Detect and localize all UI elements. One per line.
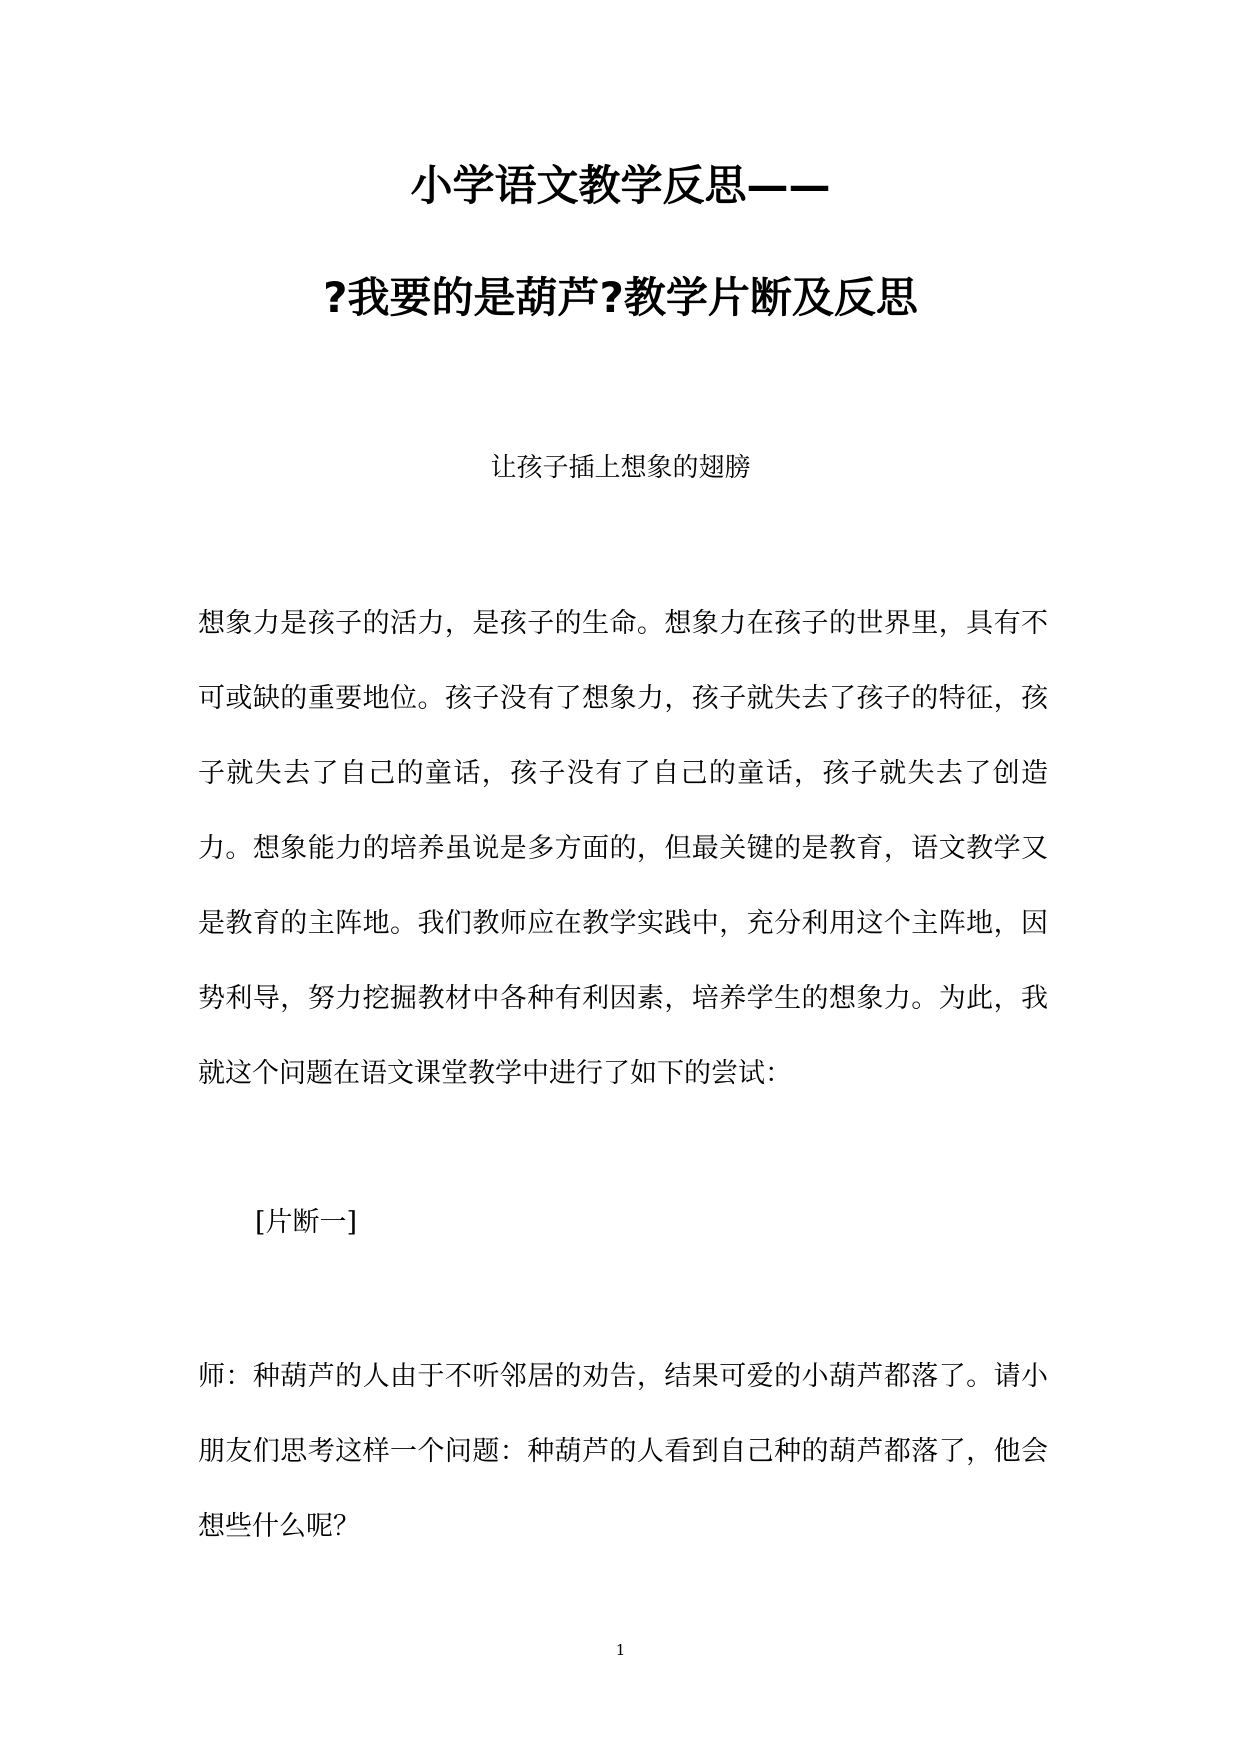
document-title-line-1: 小学语文教学反思—— (410, 161, 831, 210)
document-title-line-2: ?我要的是葫芦?教学片断及反思 (323, 273, 918, 322)
document-subtitle: 让孩子插上想象的翅膀 (490, 453, 751, 483)
fragment-label: [片断一] (255, 1207, 358, 1238)
body-paragraph-teacher: 师：种葫芦的人由于不听邻居的劝告，结果可爱的小葫芦都落了。请小朋友们思考这样一个问题：种葫芦的人看到自己种的葫芦都落了，他会想些什么呢？ (198, 1361, 1048, 1542)
page-number: 1 (615, 1641, 626, 1659)
body-paragraph-intro: 想象力是孩子的活力，是孩子的生命。想象力在孩子的世界里，具有不可或缺的重要地位。孩子没有了想象力，孩子就失去了孩子的特征，孩子就失去了自己的童话，孩子没有了自己的童话，孩子就失去了创造力。想象能力的培养虽说是多方面的，但最关键的是教育，语文教学又是教育的主阵地。我们教师应在教学实践中，充分利用这个主阵地，因势利导，努力挖掘教材中各种有利因素，培养学生的想象力。为此，我就这个问题在语文课堂教学中进行了如下的尝试： (198, 608, 1048, 1089)
